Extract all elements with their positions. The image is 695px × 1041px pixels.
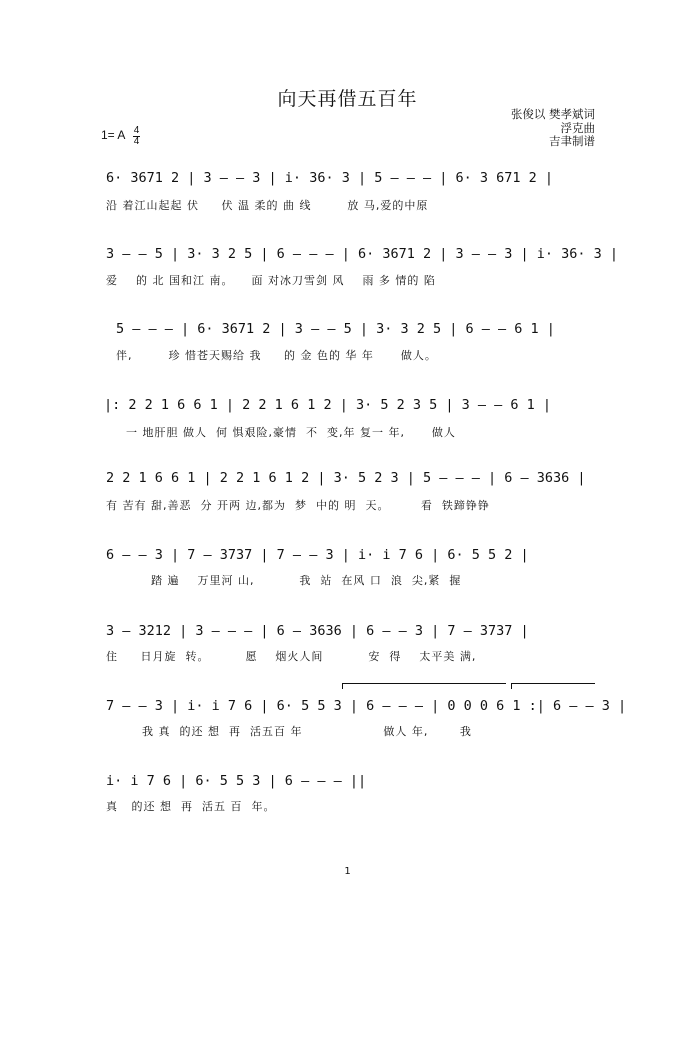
system-6-notes: 6 — — 3 | 7 — 3737 | 7 — — 3 | i· i 7 6 | 6· 5 5 2 | xyxy=(106,547,529,563)
system-2-notes: 3 — — 5 | 3· 3 2 5 | 6 — — — | 6· 3671 2 | 3 — — 3 | i· 36· 3 | xyxy=(106,246,619,262)
system-5-notes: 2 2 1 6 6 1 | 2 2 1 6 1 2 | 3· 5 2 3 | 5 — — — | 6 — 3636 | xyxy=(106,470,586,486)
system-8-lyrics: 我 真 的还 想 再 活五百 年 做人 年, 我 xyxy=(106,725,472,738)
volta-first-ending-start xyxy=(342,683,343,689)
key-signature: 1= A xyxy=(101,128,126,142)
song-title: 向天再借五百年 xyxy=(277,88,418,110)
credits xyxy=(511,108,595,149)
time-signature xyxy=(133,126,140,147)
system-9-notes: i· i 7 6 | 6· 5 5 3 | 6 — — — || xyxy=(106,773,367,789)
system-4-lyrics: 一 地肝胆 做人 何 惧艰险,豪情 不 变,年 复一 年, 做人 xyxy=(126,426,456,439)
system-1-notes: 6· 3671 2 | 3 — — 3 | i· 36· 3 | 5 — — — | 6· 3 671 2 | xyxy=(106,170,554,186)
system-1-lyrics: 沿 着江山起起 伏 伏 温 柔的 曲 线 放 马,爱的中原 xyxy=(106,199,429,212)
volta-first-ending xyxy=(342,683,506,684)
system-3-lyrics: 伴, 珍 惜苍天赐给 我 的 金 色的 华 年 做人。 xyxy=(116,349,437,362)
time-signature-top: 4 xyxy=(133,125,140,136)
system-7-lyrics: 住 日月旋 转。 愿 烟火人间 安 得 太平美 满, xyxy=(106,650,477,663)
page-number: 1 xyxy=(344,866,351,877)
system-3-notes: 5 — — — | 6· 3671 2 | 3 — — 5 | 3· 3 2 5 | 6 — — 6 1 | xyxy=(116,321,555,337)
volta-second-ending-start xyxy=(511,683,512,689)
system-5-lyrics: 有 苦有 甜,善恶 分 开两 边,都为 梦 中的 明 天。 看 铁蹄铮铮 xyxy=(106,499,490,512)
volta-second-ending xyxy=(511,683,595,684)
system-6-lyrics: 踏 遍 万里河 山, 我 站 在风 口 浪 尖,紧 握 xyxy=(106,574,462,587)
system-9-lyrics: 真 的还 想 再 活五 百 年。 xyxy=(106,800,276,813)
credit-transcriber: 吉聿制谱 xyxy=(549,134,595,148)
credit-lyricists: 张俊以 樊孝斌词 xyxy=(510,107,595,121)
system-8-notes: 7 — — 3 | i· i 7 6 | 6· 5 5 3 | 6 — — — | 0 0 0 6 1 :| 6 — — 3 | xyxy=(106,698,627,714)
system-4-notes: |: 2 2 1 6 6 1 | 2 2 1 6 1 2 | 3· 5 2 3 5 | 3 — — 6 1 | xyxy=(104,397,552,413)
credit-composer: 浮克曲 xyxy=(560,120,595,135)
system-2-lyrics: 爱 的 北 国和江 南。 面 对冰刀雪剑 风 雨 多 情的 陷 xyxy=(106,274,436,287)
system-7-notes: 3 — 3212 | 3 — — — | 6 — 3636 | 6 — — 3 | 7 — 3737 | xyxy=(106,623,529,639)
time-signature-bottom: 4 xyxy=(133,136,140,147)
